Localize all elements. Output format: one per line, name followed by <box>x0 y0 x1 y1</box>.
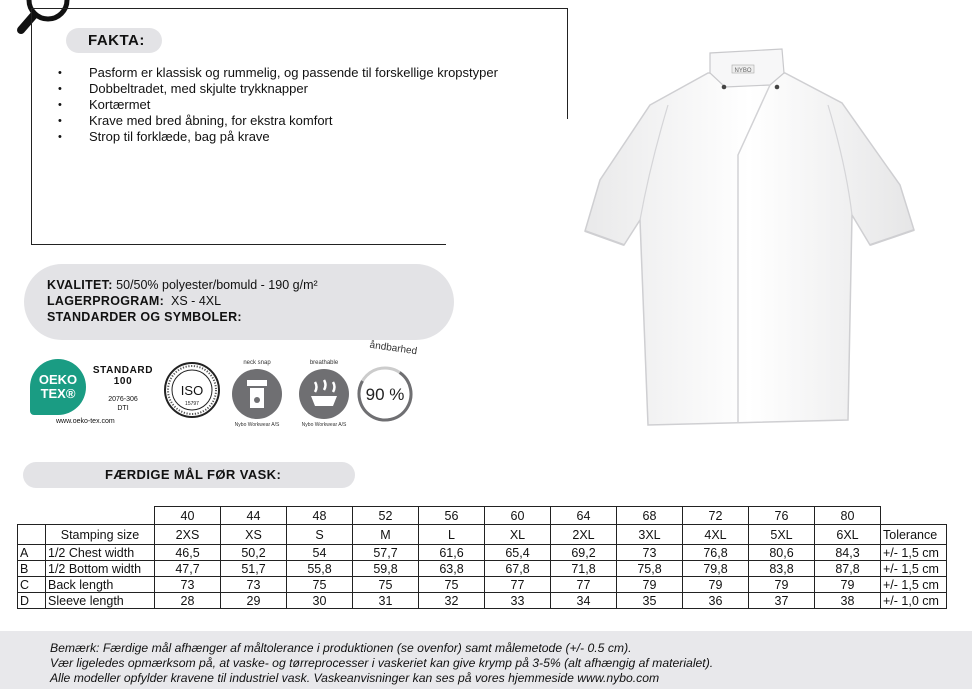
quality-label: KVALITET: <box>47 278 113 292</box>
table-row <box>18 593 947 609</box>
table-cell: 36 <box>683 593 749 609</box>
table-cell: 54 <box>287 545 353 561</box>
table-cell: 46,5 <box>155 545 221 561</box>
oeko-line1: OEKO <box>38 372 78 387</box>
table-cell: 69,2 <box>551 545 617 561</box>
table-cell: 61,6 <box>419 545 485 561</box>
row-label: 1/2 Chest width <box>46 545 155 561</box>
row-letter: A <box>18 545 46 561</box>
quality-line <box>47 277 454 293</box>
stamping-size: 2XS <box>155 525 221 545</box>
footer-note <box>0 631 972 689</box>
tolerance-header: Tolerance <box>881 525 947 545</box>
size-number: 72 <box>683 507 749 525</box>
table-cell: 75 <box>287 577 353 593</box>
oeko-line2: TEX® <box>40 386 76 401</box>
size-number: 80 <box>815 507 881 525</box>
brand-ring-text: Nybo Workwear A/S <box>234 422 280 428</box>
row-letter: C <box>18 577 46 593</box>
table-cell: 59,8 <box>353 561 419 577</box>
fakta-item: • Pasform er klassisk og rummelig, og passende til forskellige kropstyper <box>58 65 498 81</box>
size-number: 48 <box>287 507 353 525</box>
fakta-item: • Krave med bred åbning, for ekstra komfort <box>58 113 498 129</box>
table-cell: 67,8 <box>485 561 551 577</box>
stamping-size: 5XL <box>749 525 815 545</box>
table-cell: 83,8 <box>749 561 815 577</box>
breathability-value: 90 % <box>365 385 405 404</box>
standard-label: STANDARD <box>92 365 154 376</box>
breathable-badge-icon <box>293 350 355 430</box>
table-cell: 65,4 <box>485 545 551 561</box>
table-cell: 84,3 <box>815 545 881 561</box>
size-number: 56 <box>419 507 485 525</box>
table-cell: 50,2 <box>221 545 287 561</box>
table-cell: 73 <box>155 577 221 593</box>
table-cell: 37 <box>749 593 815 609</box>
table-cell: 34 <box>551 593 617 609</box>
row-label: Sleeve length <box>46 593 155 609</box>
measure-title: FÆRDIGE MÅL FØR VASK: <box>23 462 355 488</box>
table-cell: 35 <box>617 593 683 609</box>
table-row <box>18 545 947 561</box>
table-cell: 57,7 <box>353 545 419 561</box>
table-cell: 71,8 <box>551 561 617 577</box>
tolerance-cell: +/- 1,5 cm <box>881 545 947 561</box>
quality-panel <box>24 264 454 340</box>
table-cell: 80,6 <box>749 545 815 561</box>
fakta-title: FAKTA: <box>66 28 162 53</box>
chef-jacket-image <box>580 45 920 430</box>
quality-value: 50/50% polyester/bomuld - 190 g/m² <box>112 278 318 292</box>
table-cell: 76,8 <box>683 545 749 561</box>
oeko-standard <box>91 365 155 413</box>
table-cell: 75 <box>419 577 485 593</box>
table-cell: 29 <box>221 593 287 609</box>
table-cell: 32 <box>419 593 485 609</box>
certificate-code: 2076-306 <box>108 396 138 403</box>
stamping-size: 2XL <box>551 525 617 545</box>
brand-ring-text: Nybo Workwear A/S <box>301 422 347 428</box>
tolerance-cell: +/- 1,5 cm <box>881 561 947 577</box>
neck-snap-badge-icon <box>226 350 288 430</box>
table-cell: 55,8 <box>287 561 353 577</box>
table-cell: 77 <box>485 577 551 593</box>
standards-line <box>47 309 454 325</box>
size-number: 44 <box>221 507 287 525</box>
row-letter: D <box>18 593 46 609</box>
standards-label: STANDARDER OG SYMBOLER: <box>47 310 242 324</box>
breathability-gauge <box>353 339 438 429</box>
table-row <box>18 561 947 577</box>
breathability-label: åndbarhed <box>368 339 418 358</box>
tolerance-cell: +/- 1,5 cm <box>881 577 947 593</box>
fakta-item: • Dobbeltradet, med skjulte trykknapper <box>58 81 498 97</box>
table-cell: 31 <box>353 593 419 609</box>
size-number: 52 <box>353 507 419 525</box>
jacket-label: NYBO <box>734 68 752 74</box>
table-cell: 77 <box>551 577 617 593</box>
iso-label: ISO <box>180 383 204 398</box>
stamping-size: 4XL <box>683 525 749 545</box>
fakta-item: • Strop til forklæde, bag på krave <box>58 129 498 145</box>
fakta-item: • Kortærmet <box>58 97 498 113</box>
table-row <box>18 507 947 525</box>
fakta-list <box>58 65 498 145</box>
table-cell: 87,8 <box>815 561 881 577</box>
size-number: 64 <box>551 507 617 525</box>
table-cell: 33 <box>485 593 551 609</box>
certification-logos <box>28 339 448 435</box>
oeko-tex-logo <box>30 359 86 415</box>
table-cell: 79 <box>683 577 749 593</box>
tolerance-cell: +/- 1,0 cm <box>881 593 947 609</box>
row-letter: B <box>18 561 46 577</box>
stamping-size: XL <box>485 525 551 545</box>
table-cell: 79 <box>815 577 881 593</box>
size-number: 76 <box>749 507 815 525</box>
table-cell: 51,7 <box>221 561 287 577</box>
table-cell: 28 <box>155 593 221 609</box>
stamping-size: XS <box>221 525 287 545</box>
stamping-label: Stamping size <box>46 525 155 545</box>
table-cell: 38 <box>815 593 881 609</box>
stock-value: XS - 4XL <box>164 294 222 308</box>
table-cell: 75 <box>353 577 419 593</box>
footer-line: Bemærk: Færdige mål afhænger af måltolerance i produktionen (se ovenfor) samt målemetode (+/- 0.5 cm). <box>50 641 632 655</box>
stamping-size: 6XL <box>815 525 881 545</box>
table-cell: 75,8 <box>617 561 683 577</box>
table-cell: 63,8 <box>419 561 485 577</box>
iso-badge-icon <box>162 360 222 420</box>
iso-number: 15797 <box>185 401 199 407</box>
stamping-size: 3XL <box>617 525 683 545</box>
table-cell: 47,7 <box>155 561 221 577</box>
table-cell: 79 <box>617 577 683 593</box>
size-number: 60 <box>485 507 551 525</box>
table-cell: 73 <box>221 577 287 593</box>
neck-snap-label: neck snap <box>243 360 271 366</box>
table-row <box>18 525 947 545</box>
stamping-size: S <box>287 525 353 545</box>
table-cell: 79 <box>749 577 815 593</box>
standard-number: 100 <box>113 376 133 387</box>
stock-label: LAGERPROGRAM: <box>47 294 165 308</box>
row-label: Back length <box>46 577 155 593</box>
breathable-label: breathable <box>309 360 339 366</box>
size-number: 68 <box>617 507 683 525</box>
row-label: 1/2 Bottom width <box>46 561 155 577</box>
certificate-institute: DTI <box>117 405 129 412</box>
table-cell: 79,8 <box>683 561 749 577</box>
footer-line: Alle modeller opfylder kravene til industriel vask. Vaskeanvisninger kan ses på vores hjemmeside www.nybo.com <box>50 671 660 685</box>
size-table <box>17 506 947 609</box>
table-cell: 73 <box>617 545 683 561</box>
stamping-size: L <box>419 525 485 545</box>
size-number: 40 <box>155 507 221 525</box>
footer-line: Vær ligeledes opmærksom på, at vaske- og tørreprocesser i vaskeriet kan give krymp på 3-5% (alt afhængig af materialet). <box>50 656 714 670</box>
table-row <box>18 577 947 593</box>
stamping-size: M <box>353 525 419 545</box>
table-cell: 30 <box>287 593 353 609</box>
oeko-url: www.oeko-tex.com <box>56 418 115 425</box>
stock-line <box>47 293 454 309</box>
